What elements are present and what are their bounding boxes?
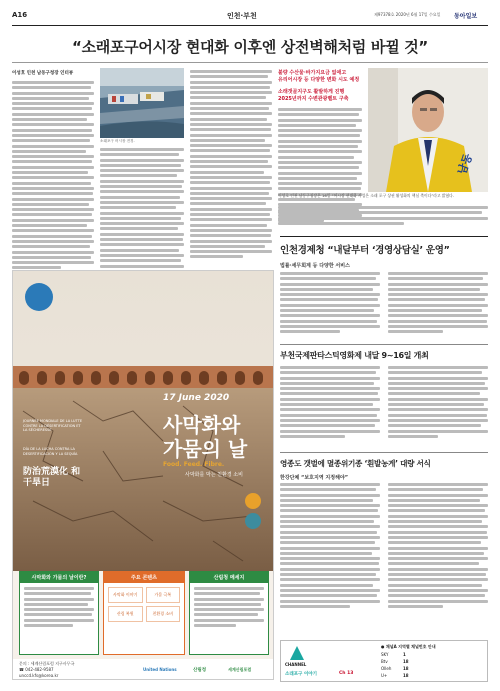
vest-text: 남동	[455, 151, 475, 177]
body-text-lines	[190, 70, 272, 261]
body-text-lines	[388, 272, 488, 336]
fish-market-photo	[100, 68, 184, 138]
channel-program: 소래포구 이야기	[285, 672, 317, 677]
tidal-headline: 영종도 갯벌에 멸종위기종 ‘흰발농게’ 대량 서식	[280, 459, 431, 468]
content-item: 가뭄 극복	[146, 587, 181, 603]
poster-slogan: Food. Feed. Fibre.	[163, 461, 225, 468]
section-rule	[280, 452, 488, 453]
food-icon	[245, 493, 261, 509]
logo-un: United Nations	[143, 667, 177, 672]
page-header	[12, 8, 488, 26]
logo-forum: 세계산림포럼	[228, 667, 252, 672]
tidal-subhead: 한강단체 “보호지역 지정해야”	[280, 475, 349, 481]
poster-date: 17 June 2020	[163, 393, 230, 403]
body-text-lines	[388, 366, 488, 440]
footer-email: unccd.kfs@korea.kr	[19, 673, 59, 678]
poster-hanja: 防治荒漠化 和干旱日	[23, 467, 81, 488]
body-text-lines	[280, 366, 380, 440]
photo-caption: 소래포구 어시장 전경.	[100, 139, 135, 143]
body-text-lines	[280, 483, 380, 610]
masthead: 동아일보	[454, 13, 478, 20]
schedule-row: Btv 18	[381, 659, 409, 664]
content-item: 산림 복원	[108, 606, 143, 622]
subhead-3: 소래갯골지구도 활발하게 진행	[278, 89, 345, 95]
subhead-2: 유리어시장 등 다양한 변화 시도 예정	[278, 77, 360, 83]
content-item: 친환경 소비	[146, 606, 181, 622]
channel-logo-icon	[289, 645, 305, 661]
body-text-lines	[12, 81, 94, 269]
subhead-1: 불량 수산물·바가지요금 없애고	[278, 70, 347, 76]
page-number: A16	[12, 11, 28, 19]
un-emblem-icon	[25, 283, 53, 311]
headline-rule	[12, 62, 488, 63]
schedule-row: U+ 18	[381, 673, 409, 678]
schedule-title: ● 채널A 지역별 채널번호 안내	[381, 644, 436, 649]
incheon-headline: 인천경제청 “내달부터 ‘경영상담실’ 운영”	[280, 245, 450, 256]
content-item: 사막화 이야기	[108, 587, 143, 603]
header-rule	[12, 25, 488, 26]
info-box-1-title: 사막화와 가뭄의 날이란?	[20, 572, 98, 583]
feed-icon	[245, 513, 261, 529]
channel-schedule	[381, 651, 481, 679]
info-box-3-title: 산림청 메세지	[190, 572, 268, 583]
schedule-row: Olleh 18	[381, 666, 409, 671]
poster-tagline: 사막화를 막는 친환경 소비	[185, 472, 243, 478]
issue-info: 제97378호 2020년 6월 17일 수요일	[374, 12, 441, 17]
logo-forest-service: 산림청	[193, 668, 207, 673]
info-box-2	[103, 571, 185, 655]
mayor-photo	[368, 68, 488, 192]
subhead-4: 2025년까지 수변관광벨트 구축	[278, 96, 349, 102]
poster-title-line1: 사막화와	[163, 413, 241, 437]
channel-number: Ch 13	[339, 671, 354, 676]
channel-ad	[280, 640, 488, 682]
top-headline: “소래포구어시장 현대화 이후엔 상전벽해처럼 바뀔 것”	[72, 38, 428, 56]
mayor-caption: 이성호 인천 남동구청장은 16일 “어시장 현대화 사업은 소래 포구 상권 활성화의 핵심 축이다”라고 밝혔다.	[278, 193, 455, 198]
channel-brand: CHANNEL	[285, 662, 307, 667]
footer-tel: ☎ 042-482-9587	[19, 667, 54, 672]
incheon-subhead: 법률·세무회계 등 다양한 서비스	[280, 263, 350, 269]
section-rule	[280, 236, 488, 237]
body-text-lines	[388, 483, 488, 610]
body-text-lines	[280, 272, 380, 336]
desertification-poster	[12, 270, 274, 680]
info-box-3	[189, 571, 269, 655]
poster-title-line2: 가뭄의 날	[163, 437, 248, 461]
section-name: 인천·부천	[227, 12, 257, 20]
schedule-row: SKY 1	[381, 652, 406, 657]
interview-column	[12, 70, 94, 272]
body-text-lines	[278, 206, 488, 227]
interview-byline: 이성호 인천 남동구청장 인터뷰	[12, 71, 74, 76]
info-box-1	[19, 571, 99, 655]
poster-fr-text: JOURNÉE MONDIALE DE LA LUTTE CONTRE LA DÉSERTIFICATION ET LA SÉCHERESSE	[23, 419, 83, 433]
subhead-box	[278, 70, 362, 225]
poster-es-text: DÍA DE LA LUCHA CONTRA LA DESERTIFICACIÓN Y LA SEQUÍA	[23, 447, 78, 456]
info-box-2-title: 주요 콘텐츠	[104, 572, 184, 583]
body-text-lines	[100, 148, 184, 286]
poster-footer	[13, 659, 274, 680]
footer-contact: 문의 : 세계산림포럼 지구사무국	[19, 661, 75, 666]
section-rule	[280, 344, 488, 345]
bucheon-headline: 부천국제판타스틱영화제 내달 9∼16일 개최	[280, 351, 429, 360]
